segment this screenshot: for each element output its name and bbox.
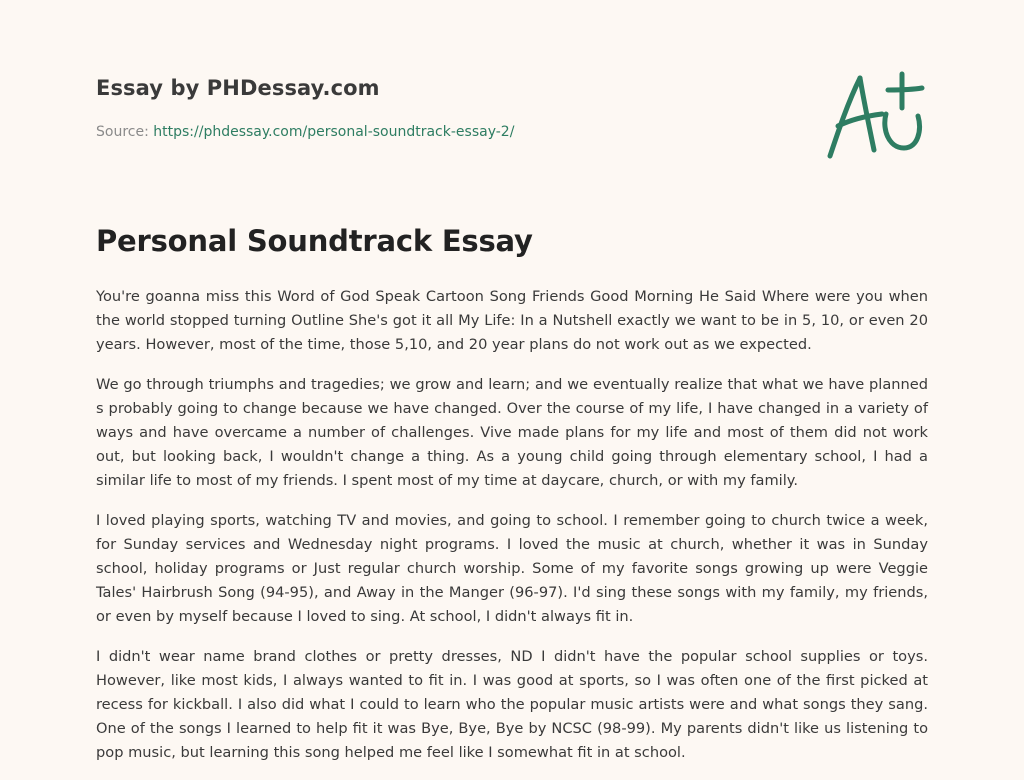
source-line [96,124,514,140]
document-title: Personal Soundtrack Essay [96,224,533,258]
a-plus-grade-icon [822,66,930,166]
paragraph: We go through triumphs and tragedies; we grow and learn; and we eventually realize that what we have planned s probably going to change because we have changed. Over the course of my life, I have changed in a variety of ways and have overcame a number of challenges. Vive made plans for my life and most of them did not work out, but looking back, I wouldn't change a thing. As a young child going through elementary school, I had a similar life to most of my friends. I spent most of my time at daycare, church, or with my family. [96,376,928,489]
paragraph: I loved playing sports, watching TV and movies, and going to school. I remember going to church twice a week, for Sunday services and Wednesday night programs. I loved the music at church, whether it was in Sunday school, holiday programs or Just regular church worship. Some of my favorite songs growing up were Veggie Tales' Hairbrush Song (94-95), and Away in the Manger (96-97). I'd sing these songs with my family, my friends, or even by myself because I loved to sing. At school, I didn't always fit in. [96,512,928,625]
source-label: Source: [96,124,154,140]
site-header-title: Essay by PHDessay.com [96,76,380,100]
essay-body [96,285,928,780]
paragraph: You're goanna miss this Word of God Speak Cartoon Song Friends Good Morning He Said Where were you when the world stopped turning Outline She's got it all My Life: In a Nutshell exactly we want to be in 5, 10, or even 20 years. However, most of the time, those 5,10, and 20 year plans do not work out as we expected. [96,288,928,353]
source-link[interactable]: https://phdessay.com/personal-soundtrack-essay-2/ [153,124,515,140]
paragraph: I didn't wear name brand clothes or pretty dresses, ND I didn't have the popular school supplies or toys. However, like most kids, I always wanted to fit in. I was good at sports, so I was often one of the first picked at recess for kickball. I also did what I could to learn who the popular music artists were and what songs they sang. One of the songs I learned to help fit it was Bye, Bye, Bye by NCSC (98-99). My parents didn't like us listening to pop music, but learning this song helped me feel like I somewhat fit in at school. [96,648,928,761]
